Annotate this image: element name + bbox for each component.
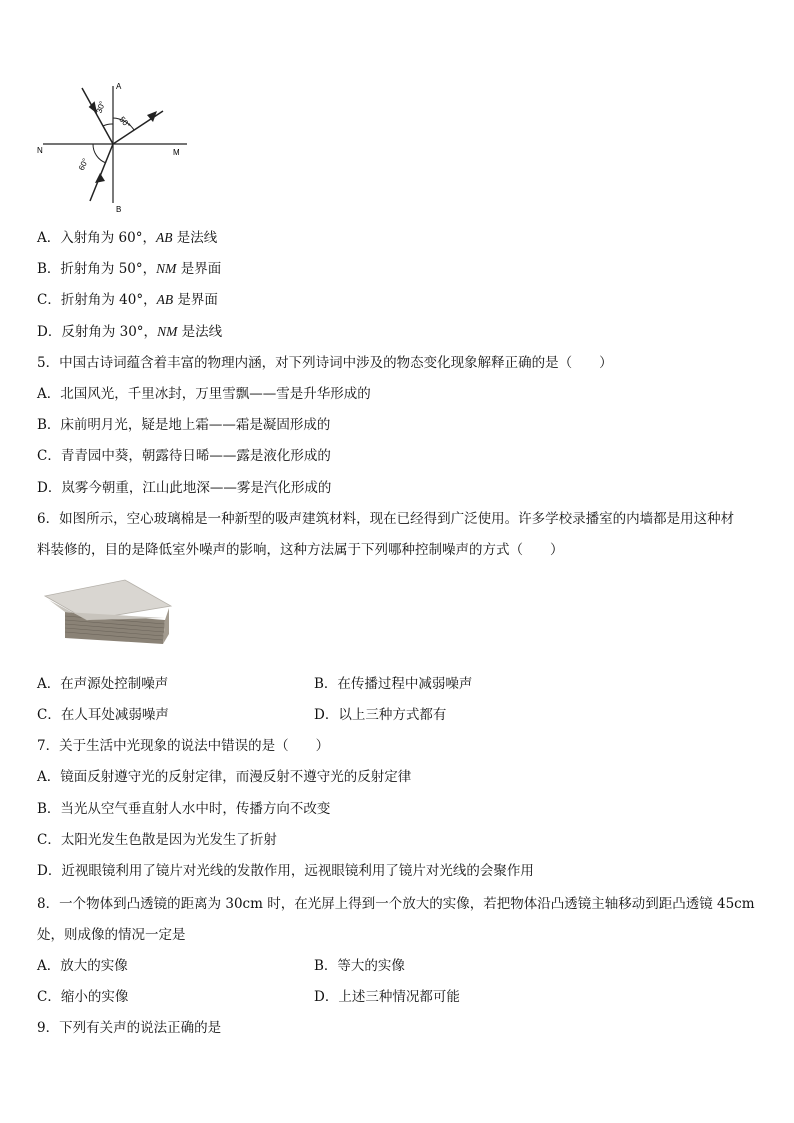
q8-option-d: D．上述三种情况都可能 [314,989,460,1005]
q5-option-a: A．北国风光，千里冰封，万里雪飘——雪是升华形成的 [37,386,371,402]
q8-stem-line2: 处，则成像的情况一定是 [37,927,186,943]
arc-30 [103,124,113,126]
option-text: 反射角为 30°， [61,324,158,340]
q6-stem-line2: 料装修的，目的是降低室外噪声的影响，这种方法属于下列哪种控制噪声的方式（ ） [37,542,564,558]
q6-option-a: A．在声源处控制噪声 [37,676,169,692]
option-text: 是界面 [173,292,218,308]
q8-stem-line1: 8．一个物体到凸透镜的距离为 30cm 时，在光屏上得到一个放大的实像，若把物体沿凸透镜主轴移动到距凸透镜 45cm [37,896,755,912]
q6-option-d: D．以上三种方式都有 [314,707,447,723]
q7-option-b: B．当光从空气垂直射人水中时，传播方向不改变 [37,801,331,817]
label-a: A [116,82,122,91]
q5-option-c: C．青青园中葵，朝露待日晞——露是液化形成的 [37,448,331,464]
ray-upper-right [113,111,163,144]
q5-option-d: D．岚雾今朝重，江山此地深——雾是汽化形成的 [37,480,332,496]
arc-60 [93,144,106,163]
ray-diagram-figure [35,78,195,218]
q7-option-a: A．镜面反射遵守光的反射定律，而漫反射不遵守光的反射定律 [37,769,412,785]
option-letter: C． [37,292,61,308]
q6-option-c: C．在人耳处减弱噪声 [37,707,169,723]
angle-label-30: 30° [94,99,108,115]
q4-option-c [37,291,218,309]
q4-option-a [37,229,217,247]
label-n: N [37,146,43,155]
q9-stem: 9．下列有关声的说法正确的是 [37,1020,222,1036]
q6-stem-line1: 6．如图所示，空心玻璃棉是一种新型的吸声建筑材料，现在已经得到广泛使用。许多学校录播室的内墙都是用这种材 [37,511,735,527]
option-text: 是法线 [177,324,223,340]
q5-option-b: B．床前明月光，疑是地上霜——霜是凝固形成的 [37,417,331,433]
option-text: 是法线 [172,230,218,246]
option-text: 折射角为 50°， [60,261,157,277]
option-text: 是界面 [176,261,222,277]
label-b: B [116,205,122,214]
q4-option-b [37,260,221,278]
ray-upper-left [82,88,113,144]
ray-lower-left [90,144,113,201]
q4-option-d [37,323,222,341]
angle-label-60: 60° [76,157,91,172]
option-italic: AB [155,230,173,245]
angle-label-50: 50° [117,114,132,130]
q6-option-b: B．在传播过程中减弱噪声 [314,676,473,692]
glass-wool-figure [43,578,173,650]
q7-option-d: D．近视眼镜利用了镜片对光线的发散作用，远视眼镜利用了镜片对光线的会聚作用 [37,863,534,879]
label-m: M [173,148,180,157]
q8-option-c: C．缩小的实像 [37,989,129,1005]
q8-option-b: B．等大的实像 [314,958,405,974]
option-letter: D． [37,324,62,340]
q7-option-c: C．太阳光发生色散是因为光发生了折射 [37,832,277,848]
option-text: 入射角为 60°， [60,230,156,246]
q8-option-a: A．放大的实像 [37,958,128,974]
option-italic: NM [156,261,177,276]
option-letter: B． [37,261,61,277]
q5-stem: 5．中国古诗词蕴含着丰富的物理内涵，对下列诗词中涉及的物态变化现象解释正确的是（ ） [37,355,613,371]
option-text: 折射角为 40°， [60,292,157,308]
q7-stem: 7．关于生活中光现象的说法中错误的是（ ） [37,738,330,754]
option-italic: NM [157,324,178,339]
arrow-lower-left [95,173,105,183]
option-italic: AB [156,292,174,307]
option-letter: A． [37,230,61,246]
top-panel [45,580,171,620]
